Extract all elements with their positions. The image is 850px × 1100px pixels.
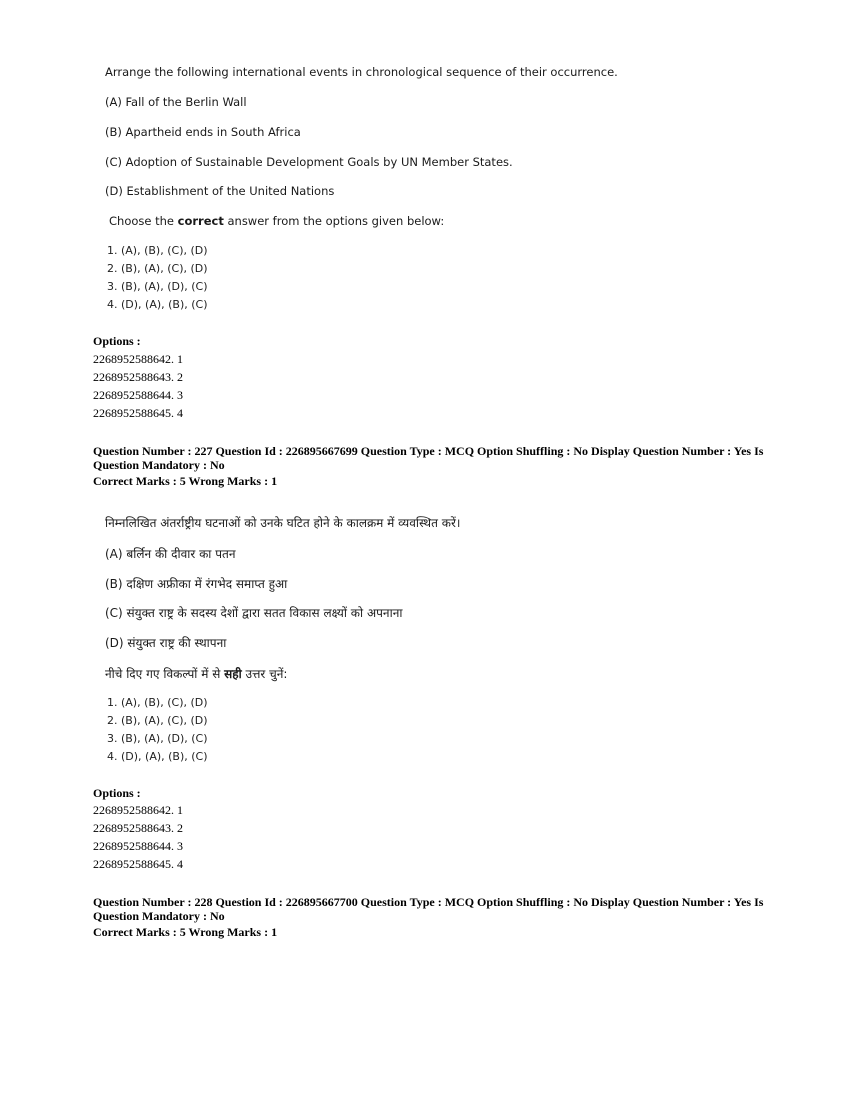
question-item-b: (B) Apartheid ends in South Africa — [105, 125, 301, 139]
question-item-c-hindi: (C) संयुक्त राष्ट्र के सदस्य देशों द्वारा सतत विकास लक्ष्यों को अपनाना — [105, 606, 403, 620]
option-id-3: 2268952588644. 3 — [93, 388, 183, 402]
choose-instruction: Choose the correct answer from the options given below: — [109, 214, 445, 228]
question-text-hindi: निम्नलिखित अंतर्राष्ट्रीय घटनाओं को उनके घटित होने के कालक्रम में व्यवस्थित करें। — [105, 516, 461, 530]
question-meta-line2: Question Mandatory : No — [93, 909, 225, 923]
option-id-2: 2268952588643. 2 — [93, 370, 183, 384]
question-meta-line2: Question Mandatory : No — [93, 458, 225, 472]
answer-choice-4: 4. (D), (A), (B), (C) — [107, 298, 208, 311]
options-label-227: Options : — [93, 786, 141, 800]
choose-instruction-hindi: नीचे दिए गए विकल्पों में से सही उत्तर चुनें: — [105, 667, 288, 681]
answer-choice-3-hindi: 3. (B), (A), (D), (C) — [107, 732, 208, 745]
answer-choice-1-hindi: 1. (A), (B), (C), (D) — [107, 696, 208, 709]
option-id-4-227: 2268952588645. 4 — [93, 857, 183, 871]
answer-choice-2-hindi: 2. (B), (A), (C), (D) — [107, 714, 208, 727]
question-meta-228 — [93, 895, 773, 939]
option-id-1: 2268952588642. 1 — [93, 352, 183, 366]
question-item-d-hindi: (D) संयुक्त राष्ट्र की स्थापना — [105, 636, 227, 650]
option-id-1-227: 2268952588642. 1 — [93, 803, 183, 817]
answer-choice-4-hindi: 4. (D), (A), (B), (C) — [107, 750, 208, 763]
options-label: Options : — [93, 334, 141, 348]
question-meta-line1: Question Number : 228 Question Id : 226895667700 Question Type : MCQ Option Shuffling : No Display Question Number : Yes Is — [93, 895, 764, 909]
option-id-2-227: 2268952588643. 2 — [93, 821, 183, 835]
question-item-a: (A) Fall of the Berlin Wall — [105, 95, 247, 109]
marks-line: Correct Marks : 5 Wrong Marks : 1 — [93, 925, 278, 939]
question-meta-227 — [93, 444, 773, 488]
question-item-d: (D) Establishment of the United Nations — [105, 184, 335, 198]
question-item-a-hindi: (A) बर्लिन की दीवार का पतन — [105, 547, 236, 561]
marks-line: Correct Marks : 5 Wrong Marks : 1 — [93, 474, 278, 488]
option-id-3-227: 2268952588644. 3 — [93, 839, 183, 853]
question-text: Arrange the following international events in chronological sequence of their occurrence. — [105, 65, 618, 79]
option-id-4: 2268952588645. 4 — [93, 406, 183, 420]
answer-choice-1: 1. (A), (B), (C), (D) — [107, 244, 208, 257]
answer-choice-3: 3. (B), (A), (D), (C) — [107, 280, 208, 293]
question-item-c: (C) Adoption of Sustainable Development Goals by UN Member States. — [105, 155, 513, 169]
question-meta-line1: Question Number : 227 Question Id : 226895667699 Question Type : MCQ Option Shuffling : No Display Question Number : Yes Is — [93, 444, 764, 458]
answer-choice-2: 2. (B), (A), (C), (D) — [107, 262, 208, 275]
question-item-b-hindi: (B) दक्षिण अफ्रीका में रंगभेद समाप्त हुआ — [105, 577, 288, 591]
